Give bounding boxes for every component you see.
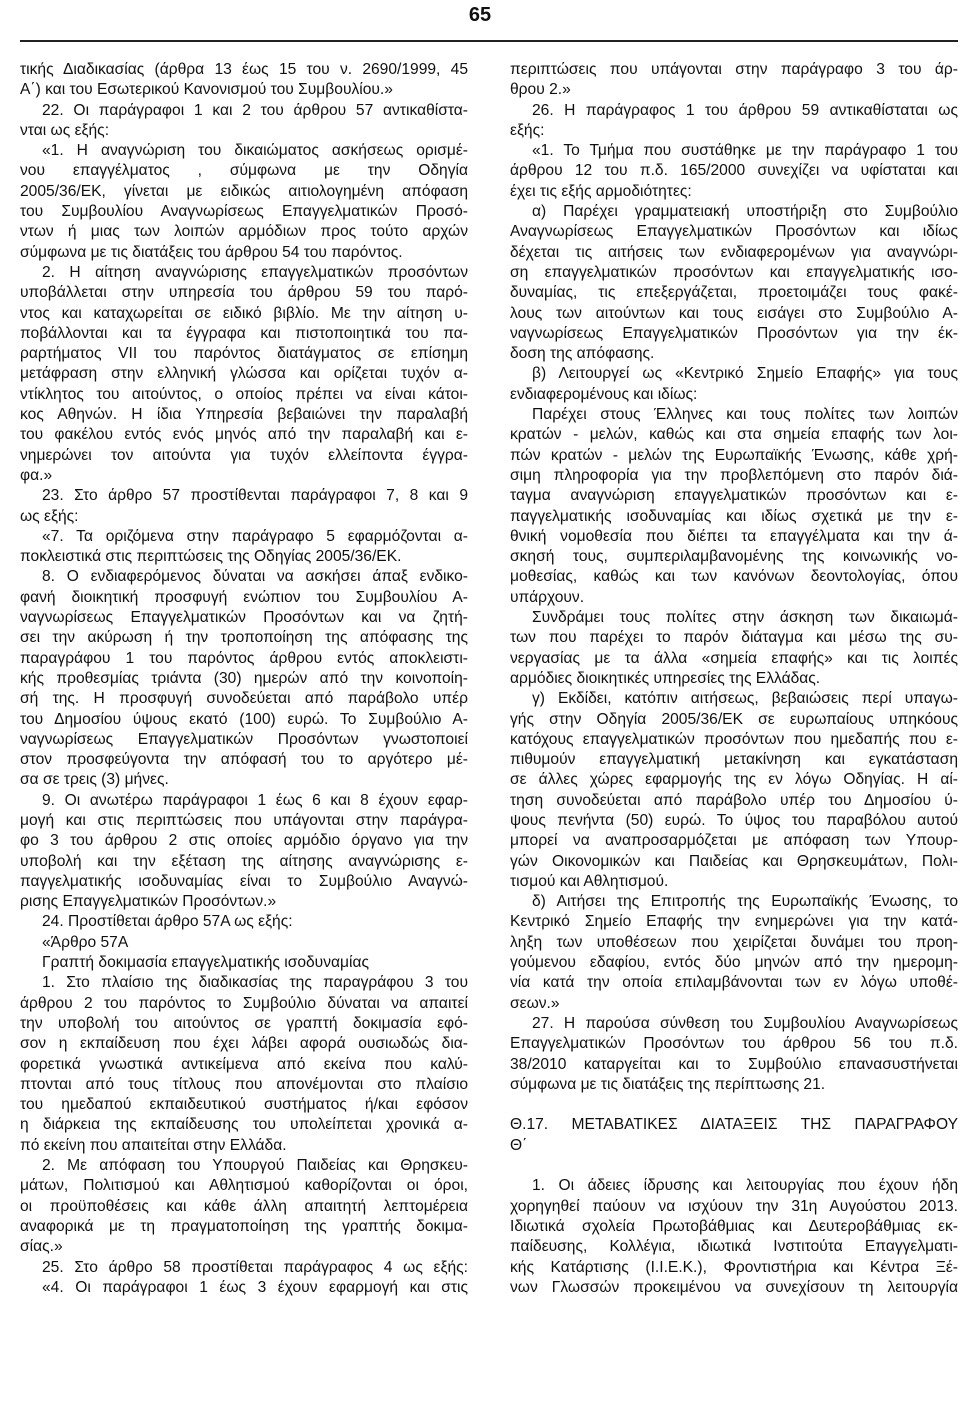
text-line: ση επαγγελματικών προσόντων και επαγγελματικής ισο- [510, 263, 958, 281]
text-line: αρμόδιες διοικητικές υπηρεσίες της Ελλάδας. [510, 669, 821, 687]
text-line: σα σε τρεις (3) μήνες. [20, 771, 169, 789]
text-line: θνική νομοθεσία που διέπει τα επαγγέλματα και την ά- [510, 527, 958, 545]
text-line: άρθρου 2 του παρόντος το Συμβούλιο δύναται να απαιτεί [20, 994, 468, 1012]
text-line: δυναμίας, τις επεξεργάζεται, προετοιμάζει τους φακέ- [510, 284, 958, 302]
text-line: φο 3 του άρθρου 2 στις οποίες αρμόδιο όργανο για την [20, 832, 468, 850]
text-line: μοθεσίας, καθώς και των κανόνων δεοντολογίας, όπου [510, 568, 958, 586]
text-line: 9. Οι ανωτέρω παράγραφοι 1 έως 6 και 8 έχουν εφαρ- [42, 791, 468, 809]
text-line: δέχεται τις αιτήσεις των ενδιαφερομένων για αναγνώρι- [510, 243, 958, 261]
text-line: σύμφωνα με τις διατάξεις του άρθρου 54 του παρόντος. [20, 243, 403, 261]
text-line: υπάρχουν. [510, 588, 585, 606]
text-line: οι προϋποθέσεις και κάθε άλλη απαιτητή λεπτομέρεια [20, 1197, 468, 1215]
page-number: 65 [468, 4, 492, 26]
text-line: σεων.» [510, 994, 560, 1012]
text-line: αναφορικά με τη πραγματοποίηση της γραπτής δοκιμα- [20, 1217, 468, 1235]
text-line: ενδιαφερομένους και ιδίως: [510, 385, 698, 403]
blank-line [510, 1156, 958, 1176]
text-line: κρατών - μελών, καθώς και στα σημεία επαφής των λοι- [510, 426, 958, 444]
text-line: σει την ακύρωση ή την τροποποίηση της απόφασης της [20, 629, 468, 647]
text-line: παίδευσης, Κολλέγια, ιδιωτικά Ινστιτούτα Επαγγελματι- [510, 1238, 958, 1256]
text-line: παραγράφου 1 του παρόντος άρθρου εντός αποκλειστι- [20, 649, 468, 667]
text-line: ως εξής: [20, 507, 79, 525]
text-line: σύμφωνα με τις διατάξεις της περίπτωσης 21. [510, 1075, 826, 1093]
text-line: α) Παρέχει γραμματειακή υποστήριξη στο Συμβούλιο [532, 203, 958, 221]
text-line: γών Οικονομικών και Παιδείας και Θρησκευμάτων, Πολι- [510, 852, 958, 870]
text-line: ναγνωρίσεως Επαγγελματικών Προσόντων γνωστοποιεί [20, 730, 468, 748]
text-line: γούμενου εδαφίου, εντός δύο μηνών από την ημερομη- [510, 954, 958, 972]
text-line: πτονται από τους τίτλους που απονέμονται στο πλαίσιο [20, 1075, 468, 1093]
text-line: ρισης Επαγγελματικών Προσόντων.» [20, 893, 277, 911]
text-line: έχει τις εξής αρμοδιότητες: [510, 182, 692, 200]
text-line: γ) Εκδίδει, κατόπιν αιτήσεως, βεβαιώσεις περί υπαγω- [532, 690, 958, 708]
text-line: «7. Τα οριζόμενα στην παράγραφο 5 εφαρμόζονται α- [42, 527, 468, 545]
text-line: φα.» [20, 466, 53, 484]
text-line: 27. Η παρούσα σύνθεση του Συμβουλίου Αναγνωρίσεως [532, 1014, 958, 1032]
text-line: 38/2010 καταργείται και το Συμβούλιο επανασυστήνεται [510, 1055, 958, 1073]
text-line: η διάρκεια της εκπαίδευσης του υπολείπεται χρονικά α- [20, 1116, 468, 1134]
text-line: λους των αιτούντων και τους εισάγει στο Συμβούλιο Α- [510, 304, 958, 322]
text-line: σίας.» [20, 1238, 63, 1256]
text-line: σιμη πληροφορία για την προβλεπόμενη στο παρόν διά- [510, 466, 958, 484]
text-line: 26. Η παράγραφος 1 του άρθρου 59 αντικαθίσταται ως [532, 101, 958, 119]
text-line: «1. Το Τμήμα που συστάθηκε με την παράγραφο 1 του [532, 142, 958, 160]
text-line: 23. Στο άρθρο 57 προστίθενται παράγραφοι 7, 8 και 9 [42, 487, 468, 505]
text-line: Θ΄ [510, 1136, 528, 1154]
text-line: Κεντρικό Σημείο Επαφής την ενημερώνει για την κατά- [510, 913, 958, 931]
text-line: νία κατά την οποία επιλαμβάνονται των εν λόγω υποθέ- [510, 974, 958, 992]
text-line: των που παρέχει το παρόν διάταγμα και μέσω της συ- [510, 629, 958, 647]
text-line: μετάφραση στην ελληνική γλώσσα και ορίζεται τυχόν α- [20, 365, 468, 383]
text-line: του ημεδαπού εκπαιδευτικού συστήματος ή/και εφόσον [20, 1096, 468, 1114]
text-line: ντων ή μιας των λοιπών αρμόδιων προς τούτο αρχών [20, 223, 468, 241]
text-line: μπορεί να αναπροσαρμόζεται με απόφαση των Υπουρ- [510, 832, 958, 850]
text-line: πό εκείνη που απαιτείται στην Ελλάδα. [20, 1136, 287, 1154]
text-line: 24. Προστίθεται άρθρο 57Α ως εξής: [42, 913, 293, 931]
text-line: σή της. Η προσφυγή συνοδεύεται από παράβολο υπέρ [20, 690, 468, 708]
text-line: κής προθεσμίας τριάντα (30) ημερών από την κοινοποίη- [20, 669, 468, 687]
text-line: παγγελματικής ισοδυναμίας είναι το Συμβούλιο Αναγνώ- [20, 872, 468, 890]
text-line: υποβολή και την εξέταση της αίτησης αναγνώρισης ε- [20, 852, 468, 870]
text-line: «Άρθρο 57Α [42, 933, 129, 951]
text-line: κος Αθηνών. Η ίδια Υπηρεσία βεβαιώνει την παραλαβή [20, 406, 468, 424]
text-line: Ιδιωτικά σχολεία Πρωτοβάθμιας και Δευτεροβάθμιας εκ- [510, 1217, 958, 1235]
text-line: τικής Διαδικασίας (άρθρα 13 έως 15 του ν. 2690/1999, 45 [20, 61, 468, 78]
text-line: εξής: [510, 121, 545, 139]
text-line: σον η εκπαίδευση που έχει λάβει αφορά ουσιωδώς δια- [20, 1035, 468, 1053]
text-line: Αναγνωρίσεως Επαγγελματικών Προσόντων και ιδίως [510, 223, 958, 241]
text-line: Α΄) και του Εσωτερικού Κανονισμού του Συμβουλίου.» [20, 81, 393, 99]
text-line: «1. Η αναγνώριση του δικαιώματος ασκήσεως ορισμέ- [42, 142, 468, 160]
text-line: νων Γλωσσών προκειμένου να συνεχίσουν τη λειτουργία [510, 1278, 958, 1296]
text-line: φορετικά γνωστικά αντικείμενα από εκείνα που καλύ- [20, 1055, 468, 1073]
text-line: δ) Αιτήσει της Επιτροπής της Ευρωπαϊκής Ένωσης, το [532, 893, 958, 911]
text-line: κατόχους επαγγελματικών προσόντων που ημεδαπής που ε- [510, 730, 958, 748]
right-column [510, 60, 958, 1410]
text-line: β) Λειτουργεί ως «Κεντρικό Σημείο Επαφής» για τους [532, 365, 958, 383]
text-line: Επαγγελματικών Προσόντων του άρθρου 56 του π.δ. [510, 1035, 958, 1053]
left-column [20, 60, 468, 1410]
text-line: ναγνωρίσεως Επαγγελματικών Προσόντων και να ζητή- [20, 609, 468, 627]
text-line: παγγελματικής ισοδυναμίας και ιδίως σχετικά με την ε- [510, 507, 958, 525]
text-line: Συνδράμει τους πολίτες στην άσκηση των δικαιωμά- [532, 609, 958, 627]
text-line: τισμού και Αθλητισμού. [510, 872, 669, 890]
text-line: τηση συνοδεύεται από παράβολο υπέρ του Δημοσίου ύ- [510, 791, 958, 809]
text-line: Γραπτή δοκιμασία επαγγελματικής ισοδυναμίας [42, 954, 369, 972]
text-line: ντος και καταχωρείται σε ειδικό βιβλίο. Με την αίτηση υ- [20, 304, 468, 322]
text-line: θρου 2.» [510, 81, 571, 99]
text-line: νου επαγγέλματος , σύμφωνα με την Οδηγία [20, 162, 468, 180]
text-line: 22. Οι παράγραφοι 1 και 2 του άρθρου 57 αντικαθίστα- [42, 101, 468, 119]
blank-line [510, 1095, 958, 1115]
text-line: μάτων, Πολιτισμού και Αθλητισμού καθορίζονται οι όροι, [20, 1177, 468, 1195]
text-line: 1. Στο πλαίσιο της διαδικασίας της παραγράφου 3 του [42, 974, 468, 992]
text-line: ντίκλητος του αιτούντος, ο οποίος πρέπει να είναι κάτοι- [20, 385, 468, 403]
text-line: ταγμα αναγνώριση επαγγελματικών προσόντων και ε- [510, 487, 958, 505]
text-line: πών κρατών - μελών της Ευρωπαϊκής Ένωσης, κάθε χρή- [510, 446, 958, 464]
text-line: στον προσφεύγοντα την απόφασή του το αργότερο μέ- [20, 751, 468, 769]
text-line: του Συμβουλίου Αναγνωρίσεως Επαγγελματικών Προσό- [20, 203, 468, 221]
text-line: ποκλειστικά στις περιπτώσεις της Οδηγίας 2005/36/ΕΚ. [20, 548, 402, 566]
text-line: φανή διοικητική προσφυγή ενώπιον του Συμβουλίου Α- [20, 588, 468, 606]
text-line: άρθρου 12 του π.δ. 165/2000 συνεχίζει να υφίσταται και [510, 162, 958, 180]
text-line: Θ.17. ΜΕΤΑΒΑΤΙΚΕΣ ΔΙΑΤΑΞΕΙΣ ΤΗΣ ΠΑΡΑΓΡΑΦΟΥ [510, 1116, 958, 1134]
text-line: 2. Με απόφαση του Υπουργού Παιδείας και Θρησκευ- [42, 1157, 468, 1175]
text-line: 8. Ο ενδιαφερόμενος δύναται να ασκήσει άπαξ ενδικο- [42, 568, 468, 586]
text-line: ψους πενήντα (50) ευρώ. Το ύψος του παραβόλου αυτού [510, 811, 958, 829]
text-line: 1. Οι άδειες ίδρυσης και λειτουργίας που έχουν ήδη [532, 1177, 958, 1195]
text-line: νημερώνει τον αιτούντα για τυχόν ελλείποντα έγγρα- [20, 446, 468, 464]
text-line: νεργασίας με τα άλλα «σημεία επαφής» και τις λοιπές [510, 649, 958, 667]
text-line: σε άλλες χώρες εφαρμογής της εν λόγω Οδηγίας. Η αί- [510, 771, 958, 789]
text-line: ναγνωρίσεως Επαγγελματικών Προσόντων για την έκ- [510, 324, 958, 342]
text-line: Παρέχει στους Έλληνες και τους πολίτες των λοιπών [532, 406, 958, 424]
text-line: κής Κατάρτισης (Ι.Ι.Ε.Κ.), Φροντιστήρια και Κέντρα Ξέ- [510, 1258, 958, 1276]
text-line: νται ως εξής: [20, 121, 110, 139]
text-line: σκησή τους, συμπεριλαμβανομένης της κοινωνικής νο- [510, 548, 958, 566]
text-line: πιθυμούν επαγγελματική μετακίνηση και εγκατάσταση [510, 751, 958, 769]
text-line: 25. Στο άρθρο 58 προστίθεται παράγραφος 4 ως εξής: [42, 1258, 468, 1276]
text-line: του φακέλου εντός ενός μηνός από την παραλαβή και ε- [20, 426, 468, 444]
text-line: «4. Οι παράγραφοι 1 έως 3 έχουν εφαρμογή και στις [42, 1278, 468, 1296]
text-line: περιπτώσεις που υπάγονται στην παράγραφο 3 του άρ- [510, 61, 958, 78]
text-line: την υποβολή του αιτούντος σε γραπτή δοκιμασία εφό- [20, 1014, 468, 1032]
text-line: υποβάλλεται στην υπηρεσία του άρθρου 59 του παρό- [20, 284, 468, 302]
text-line: μογή και στις περιπτώσεις που υπάγονται στην παράγρα- [20, 811, 468, 829]
text-line: ραρτήματος VII του παρόντος διατάγματος σε επίσημη [20, 345, 468, 363]
text-line: ποβάλλονται και τα έγγραφα και πιστοποιητικά του πα- [20, 324, 468, 342]
text-line: χορηγηθεί παύουν να ισχύουν την 31η Αυγούστου 2013. [510, 1197, 958, 1215]
header-rule [20, 40, 958, 42]
text-line: ληξη των υποθέσεων που χειρίζεται δυνάμει του προη- [510, 933, 958, 951]
text-line: δοση της απόφασης. [510, 345, 655, 363]
text-line: 2. Η αίτηση αναγνώρισης επαγγελματικών προσόντων [42, 263, 468, 281]
text-line: 2005/36/ΕΚ, γίνεται με ειδικώς αιτιολογημένη απόφαση [20, 182, 468, 200]
text-line: γής στην Οδηγία 2005/36/ΕΚ σε ευρωπαίους υπηκόους [510, 710, 958, 728]
text-line: του Δημοσίου ύψους εκατό (100) ευρώ. Το Συμβούλιο Α- [20, 710, 468, 728]
